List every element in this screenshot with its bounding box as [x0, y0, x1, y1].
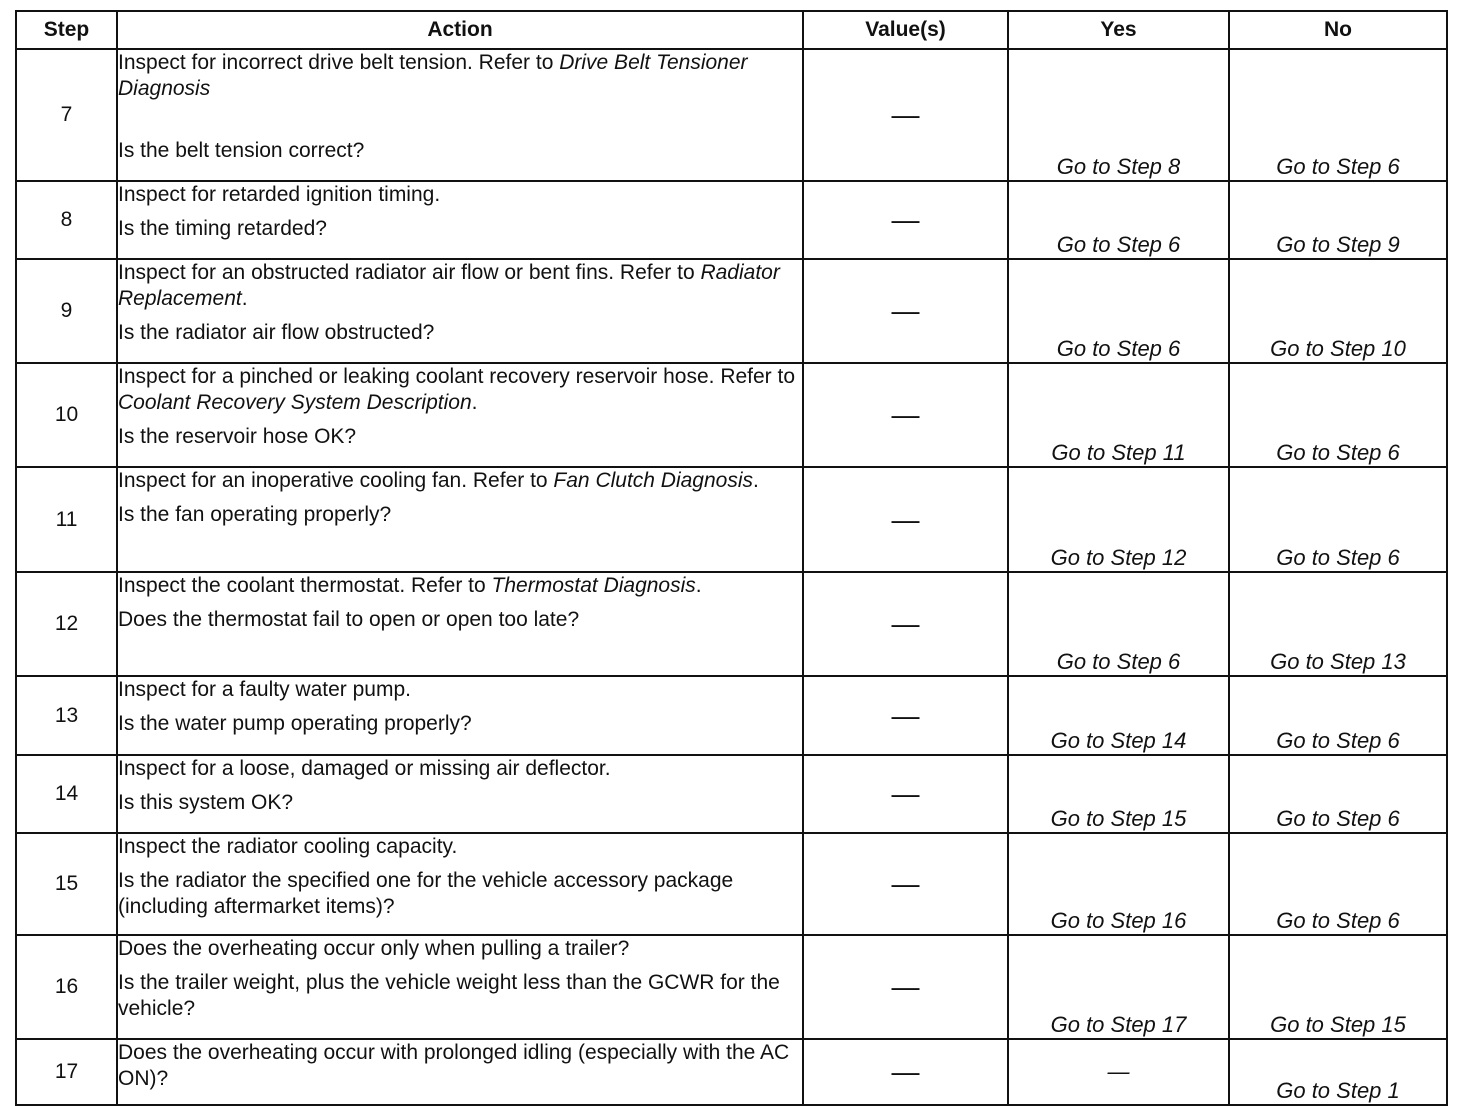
- table-row: [16, 181, 1447, 259]
- action-description: Inspect for incorrect drive belt tension. Refer to Drive Belt Tensioner Diagnosis: [118, 51, 748, 100]
- table-row: [16, 676, 1447, 755]
- header-row: [16, 11, 1447, 49]
- action-question: Is the radiator the specified one for the vehicle accessory package (including aftermarket items)?: [118, 869, 734, 918]
- no-cell: Go to Step 6: [1229, 467, 1447, 572]
- action-question: Is the radiator air flow obstructed?: [118, 321, 435, 344]
- value-cell: —: [803, 1039, 1008, 1105]
- value-cell: —: [803, 181, 1008, 259]
- action-cell: [117, 572, 803, 676]
- reference-link: Drive Belt Tensioner Diagnosis: [118, 51, 748, 100]
- yes-cell: Go to Step 6: [1008, 181, 1229, 259]
- reference-link: Radiator Replacement: [118, 261, 780, 310]
- yes-cell: —: [1008, 1039, 1229, 1105]
- no-cell: Go to Step 1: [1229, 1039, 1447, 1105]
- value-cell: —: [803, 572, 1008, 676]
- step-number: 8: [16, 181, 117, 259]
- action-description: Does the overheating occur only when pulling a trailer?: [118, 937, 630, 960]
- action-cell: [117, 676, 803, 755]
- action-question: Is the belt tension correct?: [118, 139, 365, 162]
- step-number: 9: [16, 259, 117, 363]
- action-cell: [117, 1039, 803, 1105]
- yes-cell: Go to Step 8: [1008, 49, 1229, 181]
- action-description: Inspect the coolant thermostat. Refer to Thermostat Diagnosis.: [118, 574, 702, 597]
- action-description: Inspect for an inoperative cooling fan. Refer to Fan Clutch Diagnosis.: [118, 469, 759, 492]
- no-cell: Go to Step 9: [1229, 181, 1447, 259]
- action-cell: [117, 259, 803, 363]
- action-cell: [117, 467, 803, 572]
- action-description: Inspect the radiator cooling capacity.: [118, 835, 458, 858]
- no-cell: Go to Step 6: [1229, 363, 1447, 467]
- value-cell: —: [803, 755, 1008, 833]
- step-number: 15: [16, 833, 117, 935]
- action-question: Does the thermostat fail to open or open too late?: [118, 608, 580, 631]
- no-cell: Go to Step 13: [1229, 572, 1447, 676]
- action-question: Is the timing retarded?: [118, 217, 327, 240]
- header-no: No: [1229, 11, 1447, 49]
- no-cell: Go to Step 6: [1229, 676, 1447, 755]
- reference-link: Coolant Recovery System Description: [118, 391, 472, 414]
- header-action: Action: [117, 11, 803, 49]
- action-cell: [117, 49, 803, 181]
- action-question: Is this system OK?: [118, 791, 294, 814]
- table-row: [16, 467, 1447, 572]
- yes-cell: Go to Step 14: [1008, 676, 1229, 755]
- action-question: Is the trailer weight, plus the vehicle weight less than the GCWR for the vehicle?: [118, 971, 780, 1020]
- no-cell: Go to Step 6: [1229, 755, 1447, 833]
- action-cell: [117, 363, 803, 467]
- reference-link: Thermostat Diagnosis: [491, 574, 696, 597]
- action-description: Inspect for an obstructed radiator air flow or bent fins. Refer to Radiator Replacement.: [118, 261, 780, 310]
- value-cell: —: [803, 363, 1008, 467]
- header-step: Step: [16, 11, 117, 49]
- action-cell: [117, 935, 803, 1039]
- step-number: 14: [16, 755, 117, 833]
- action-question: Is the fan operating properly?: [118, 503, 392, 526]
- no-cell: Go to Step 6: [1229, 833, 1447, 935]
- yes-cell: Go to Step 6: [1008, 259, 1229, 363]
- value-cell: —: [803, 467, 1008, 572]
- step-number: 11: [16, 467, 117, 572]
- step-number: 10: [16, 363, 117, 467]
- step-number: 7: [16, 49, 117, 181]
- yes-cell: Go to Step 12: [1008, 467, 1229, 572]
- yes-cell: Go to Step 6: [1008, 572, 1229, 676]
- no-cell: Go to Step 10: [1229, 259, 1447, 363]
- table-row: [16, 755, 1447, 833]
- diagnostic-table: [15, 10, 1448, 1106]
- table-row: [16, 363, 1447, 467]
- action-cell: [117, 755, 803, 833]
- step-number: 16: [16, 935, 117, 1039]
- step-number: 17: [16, 1039, 117, 1105]
- action-cell: [117, 833, 803, 935]
- header-values: Value(s): [803, 11, 1008, 49]
- yes-cell: Go to Step 16: [1008, 833, 1229, 935]
- table-row: [16, 572, 1447, 676]
- header-yes: Yes: [1008, 11, 1229, 49]
- yes-cell: Go to Step 17: [1008, 935, 1229, 1039]
- yes-cell: Go to Step 15: [1008, 755, 1229, 833]
- table-row: [16, 833, 1447, 935]
- action-description: Inspect for a pinched or leaking coolant recovery reservoir hose. Refer to Coolant Recovery System Description.: [118, 365, 796, 414]
- table-row: [16, 259, 1447, 363]
- value-cell: —: [803, 833, 1008, 935]
- value-cell: —: [803, 935, 1008, 1039]
- no-cell: Go to Step 6: [1229, 49, 1447, 181]
- value-cell: —: [803, 676, 1008, 755]
- table-row: [16, 1039, 1447, 1105]
- action-question: Is the water pump operating properly?: [118, 712, 472, 735]
- action-cell: [117, 181, 803, 259]
- action-description: Inspect for a faulty water pump.: [118, 678, 411, 701]
- table-row: [16, 49, 1447, 181]
- value-cell: —: [803, 49, 1008, 181]
- table-row: [16, 935, 1447, 1039]
- no-cell: Go to Step 15: [1229, 935, 1447, 1039]
- action-description: Inspect for a loose, damaged or missing air deflector.: [118, 757, 611, 780]
- action-description: Does the overheating occur with prolonged idling (especially with the AC ON)?: [118, 1041, 790, 1090]
- value-cell: —: [803, 259, 1008, 363]
- step-number: 13: [16, 676, 117, 755]
- action-question: Is the reservoir hose OK?: [118, 425, 357, 448]
- action-description: Inspect for retarded ignition timing.: [118, 183, 441, 206]
- step-number: 12: [16, 572, 117, 676]
- reference-link: Fan Clutch Diagnosis: [553, 469, 754, 492]
- yes-cell: Go to Step 11: [1008, 363, 1229, 467]
